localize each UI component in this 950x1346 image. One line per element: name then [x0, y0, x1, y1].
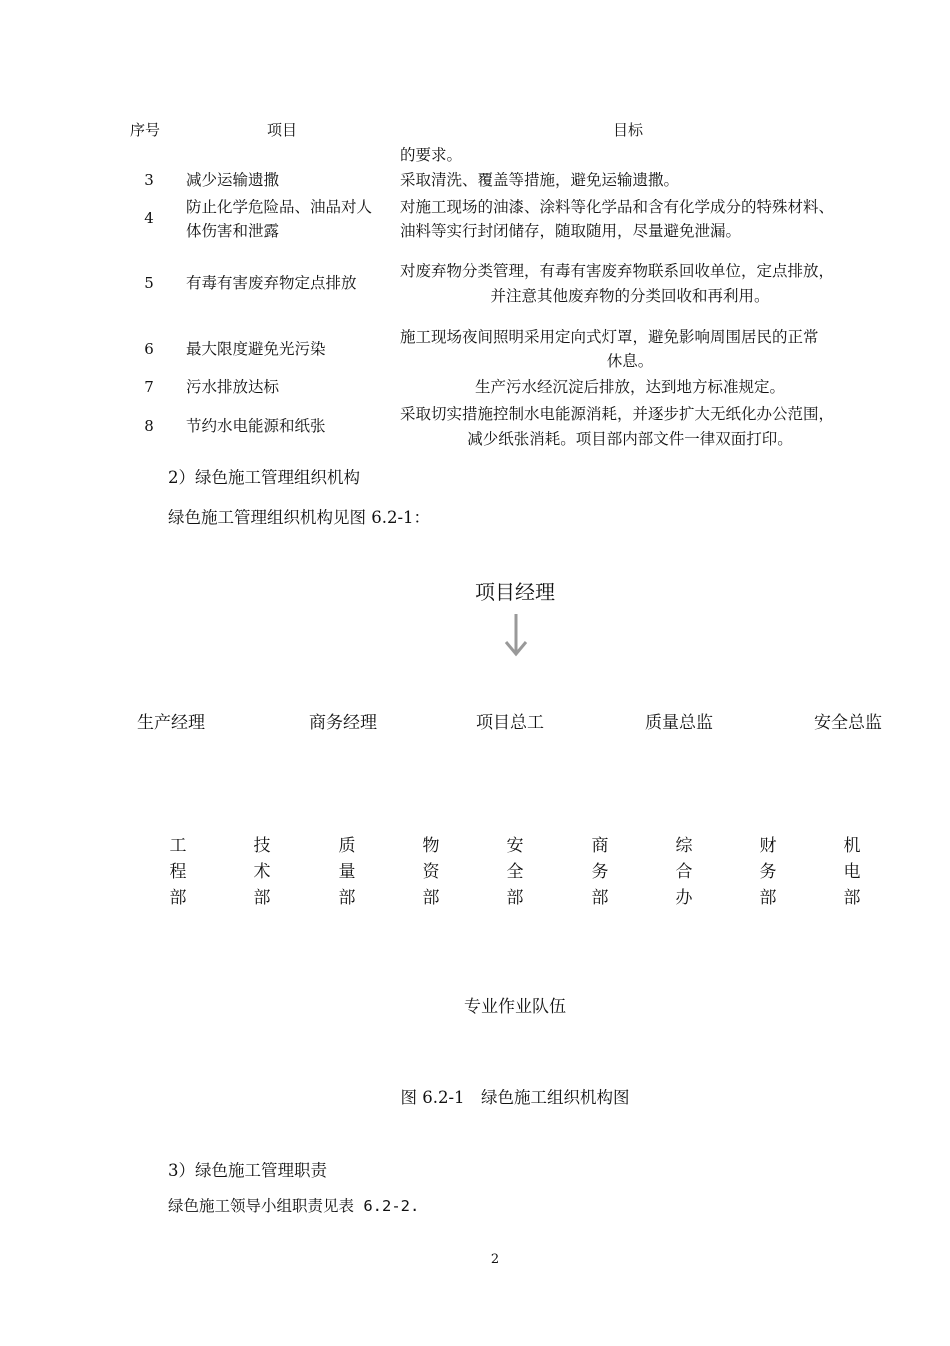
- row-number: 4: [144, 209, 154, 227]
- row-target: 对废弃物分类管理，有毒有害废弃物联系回收单位，定点排放，: [400, 262, 835, 280]
- row-number: 8: [144, 417, 154, 435]
- row-target: 生产污水经沉淀后排放，达到地方标准规定。: [474, 378, 785, 396]
- row-target: 油料等实行封闭储存，随取随用，尽量避免泄漏。: [400, 222, 742, 240]
- org-node-quality-director: 质量总监: [645, 713, 713, 733]
- figure-caption: 图 6.2-1 绿色施工组织机构图: [400, 1088, 630, 1107]
- org-node-business-manager: 商务经理: [309, 713, 377, 733]
- row-target: 减少纸张消耗。项目部内部文件一律双面打印。: [467, 430, 793, 448]
- arrow-down-icon: [502, 612, 530, 658]
- row-item: 防止化学危险品、油品对人: [186, 198, 373, 216]
- org-dept-quality: 质量部: [338, 836, 356, 908]
- row-target: 施工现场夜间照明采用定向式灯罩，避免影响周围居民的正常: [400, 328, 819, 346]
- table-continuation-target: 的要求。: [400, 146, 463, 164]
- table-header-no: 序号: [130, 121, 161, 139]
- org-dept-electromechanical: 机电部: [843, 836, 861, 908]
- row-number: 6: [144, 340, 154, 358]
- row-target: 采取清洗、覆盖等措施，避免运输遗撒。: [400, 171, 680, 189]
- row-number: 3: [144, 171, 154, 189]
- row-target: 对施工现场的油漆、涂料等化学品和含有化学成分的特殊材料、: [400, 198, 835, 216]
- org-dept-engineering: 工程部: [169, 836, 187, 908]
- org-node-safety-director: 安全总监: [814, 713, 882, 733]
- row-item: 节约水电能源和纸张: [186, 417, 326, 435]
- table-header-item: 项目: [267, 121, 298, 139]
- row-number: 7: [144, 378, 154, 396]
- org-dept-business: 商务部: [591, 836, 609, 908]
- row-item: 有毒有害废弃物定点排放: [186, 274, 357, 292]
- org-dept-materials: 物资部: [422, 836, 440, 908]
- org-dept-finance: 财务部: [759, 836, 777, 908]
- row-item: 减少运输遗撒: [186, 171, 280, 189]
- section-heading: 2）绿色施工管理组织机构: [168, 468, 360, 487]
- row-item: 污水排放达标: [186, 378, 280, 396]
- page-number: 2: [490, 1252, 500, 1267]
- section-text: 绿色施工管理组织机构见图 6.2-1：: [168, 508, 431, 527]
- org-node-chief-engineer: 项目总工: [476, 713, 544, 733]
- org-dept-general-office: 综合办: [675, 836, 693, 908]
- row-target: 休息。: [606, 352, 654, 370]
- table-header-target: 目标: [613, 121, 644, 139]
- org-bottom-node: 专业作业队伍: [464, 997, 566, 1017]
- row-item: 体伤害和泄露: [186, 222, 280, 240]
- row-target: 并注意其他废弃物的分类回收和再利用。: [490, 287, 770, 305]
- org-dept-technical: 技术部: [253, 836, 271, 908]
- org-dept-safety: 安全部: [506, 836, 524, 908]
- org-node-production-manager: 生产经理: [137, 713, 205, 733]
- row-number: 5: [144, 274, 154, 292]
- section-text: 绿色施工领导小组职责见表 6.2-2.: [168, 1197, 420, 1215]
- section-heading: 3）绿色施工管理职责: [168, 1161, 327, 1180]
- row-item: 最大限度避免光污染: [186, 340, 326, 358]
- row-target: 采取切实措施控制水电能源消耗，并逐步扩大无纸化办公范围，: [400, 405, 835, 423]
- org-top-node: 项目经理: [475, 580, 555, 604]
